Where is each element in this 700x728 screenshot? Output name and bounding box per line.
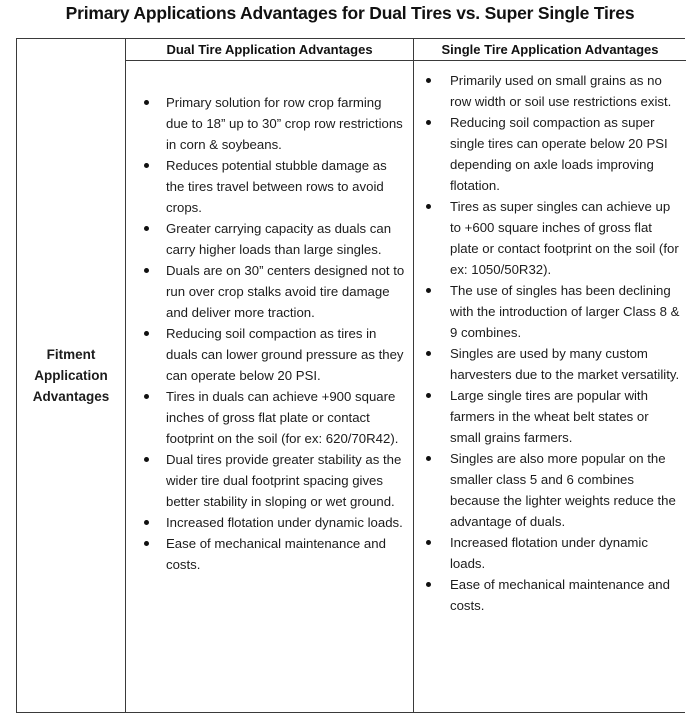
list-item: Tires as super singles can achieve up to +600 square inches of gross flat plate or contact footprint on the soil (for ex: 1050/50R32). [414, 196, 682, 280]
list-item: Primary solution for row crop farming due to 18” up to 30” crop row restrictions in corn & soybeans. [126, 92, 407, 155]
column-header-single: Single Tire Application Advantages [414, 39, 686, 61]
list-item: Dual tires provide greater stability as the wider tire dual footprint spacing gives better stability in sloping or wet ground. [126, 449, 407, 512]
list-item: The use of singles has been declining with the introduction of larger Class 8 & 9 combines. [414, 280, 682, 343]
list-item: Reduces potential stubble damage as the tires travel between rows to avoid crops. [126, 155, 407, 218]
list-item: Increased flotation under dynamic loads. [414, 532, 682, 574]
single-advantages-list [414, 70, 682, 616]
list-item: Primarily used on small grains as no row width or soil use restrictions exist. [414, 70, 682, 112]
comparison-table [16, 38, 685, 713]
list-item: Large single tires are popular with farmers in the wheat belt states or small grains farmers. [414, 385, 682, 448]
dual-advantages-list [126, 92, 407, 575]
list-item: Tires in duals can achieve +900 square inches of gross flat plate or contact footprint on the soil (for ex: 620/70R42). [126, 386, 407, 449]
list-item: Greater carrying capacity as duals can carry higher loads than large singles. [126, 218, 407, 260]
list-item: Reducing soil compaction as tires in duals can lower ground pressure as they can operate below 20 PSI. [126, 323, 407, 386]
list-item: Increased flotation under dynamic loads. [126, 512, 407, 533]
page-title: Primary Applications Advantages for Dual Tires vs. Super Single Tires [65, 3, 635, 23]
list-item: Ease of mechanical maintenance and costs. [414, 574, 682, 616]
list-item: Ease of mechanical maintenance and costs. [126, 533, 407, 575]
row-header-fitment: Fitment Application Advantages [17, 39, 126, 712]
single-advantages-cell [414, 61, 686, 712]
list-item: Singles are also more popular on the smaller class 5 and 6 combines because the lighter weights reduce the advantage of duals. [414, 448, 682, 532]
dual-advantages-cell [126, 61, 414, 712]
column-header-dual: Dual Tire Application Advantages [126, 39, 414, 61]
list-item: Duals are on 30” centers designed not to run over crop stalks avoid tire damage and deliver more traction. [126, 260, 407, 323]
list-item: Reducing soil compaction as super single tires can operate below 20 PSI depending on axle loads improving flotation. [414, 112, 682, 196]
list-item: Singles are used by many custom harvesters due to the market versatility. [414, 343, 682, 385]
